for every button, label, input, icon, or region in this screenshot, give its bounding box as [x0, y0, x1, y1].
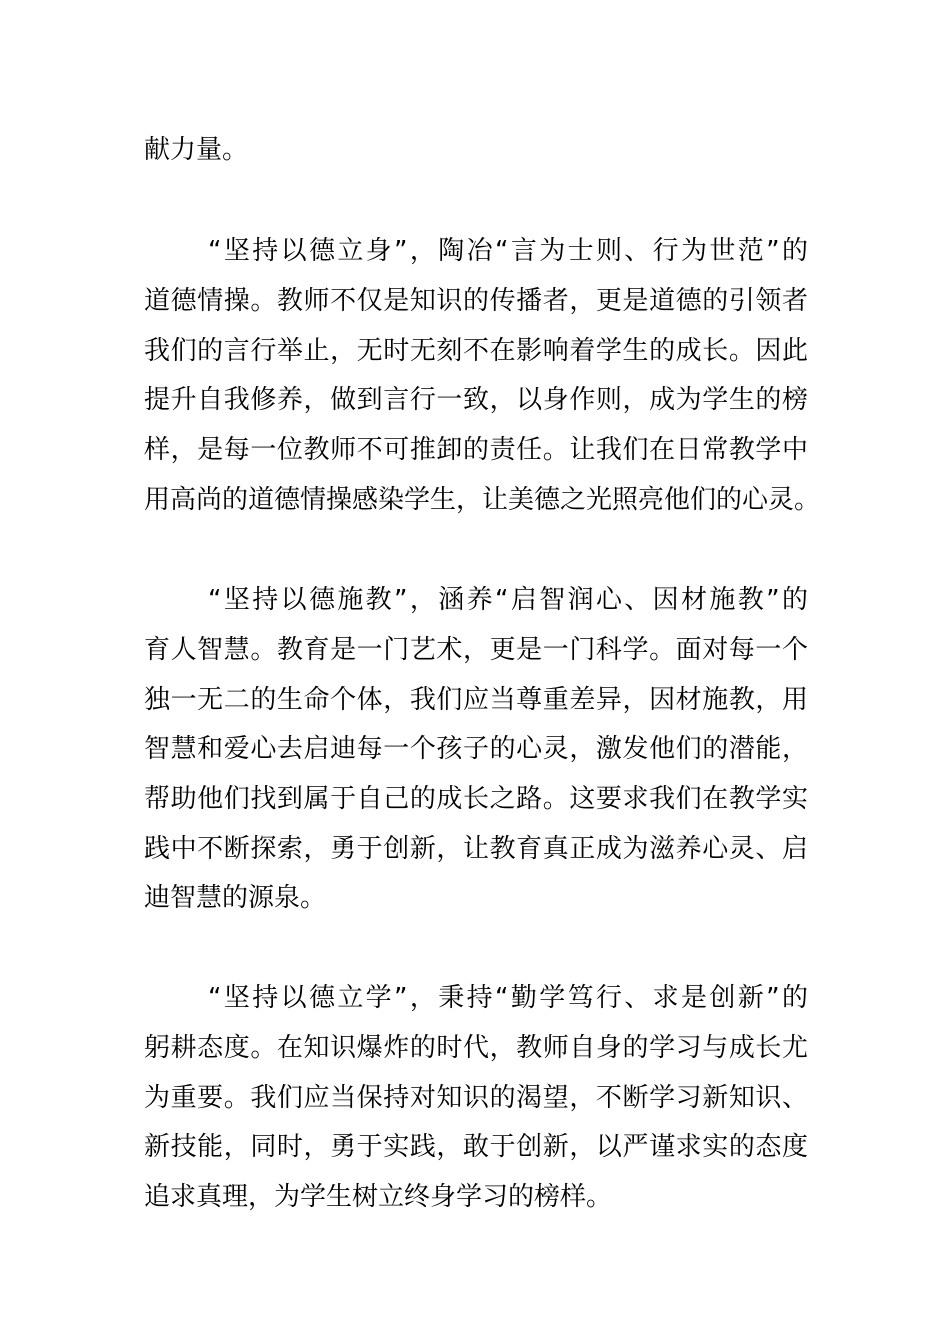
- paragraph-line: 帮助他们找到属于自己的成长之路。这要求我们在教学实: [144, 784, 808, 814]
- paragraph-line: 智慧和爱心去启迪每一个孩子的心灵，激发他们的潜能，: [144, 734, 808, 764]
- paragraph-line: 践中不断探索，勇于创新，让教育真正成为滋养心灵、启: [144, 834, 808, 864]
- paragraph-line: “坚持以德立身”，陶冶“言为士则、行为世范”的: [208, 236, 808, 266]
- paragraph-line: 育人智慧。教育是一门艺术，更是一门科学。面对每一个: [144, 635, 808, 665]
- paragraph-line: 新技能，同时，勇于实践，敢于创新，以严谨求实的态度: [144, 1132, 808, 1162]
- paragraph-line: 为重要。我们应当保持对知识的渴望，不断学习新知识、: [144, 1083, 808, 1113]
- paragraph-line: 迪智慧的源泉。: [144, 883, 327, 913]
- paragraph-line: 躬耕态度。在知识爆炸的时代，教师自身的学习与成长尤: [144, 1033, 808, 1063]
- paragraph-line: “坚持以德立学”，秉持“勤学笃行、求是创新”的: [208, 983, 808, 1013]
- paragraph-line: 提升自我修养，做到言行一致，以身作则，成为学生的榜: [144, 385, 808, 415]
- paragraph-line: 我们的言行举止，无时无刻不在影响着学生的成长。因此: [144, 336, 808, 366]
- paragraph-line: 追求真理，为学生树立终身学习的榜样。: [144, 1182, 613, 1212]
- paragraph-line: 用高尚的道德情操感染学生，让美德之光照亮他们的心灵。: [144, 485, 821, 515]
- paragraph-line: 样，是每一位教师不可推卸的责任。让我们在日常教学中: [144, 435, 808, 465]
- paragraph-line: 献力量。: [144, 135, 249, 165]
- paragraph-line: 独一无二的生命个体，我们应当尊重差异，因材施教，用: [144, 685, 808, 715]
- paragraph-line: 道德情操。教师不仅是知识的传播者，更是道德的引领者: [144, 286, 808, 316]
- paragraph-line: “坚持以德施教”，涵养“启智润心、因材施教”的: [208, 585, 808, 615]
